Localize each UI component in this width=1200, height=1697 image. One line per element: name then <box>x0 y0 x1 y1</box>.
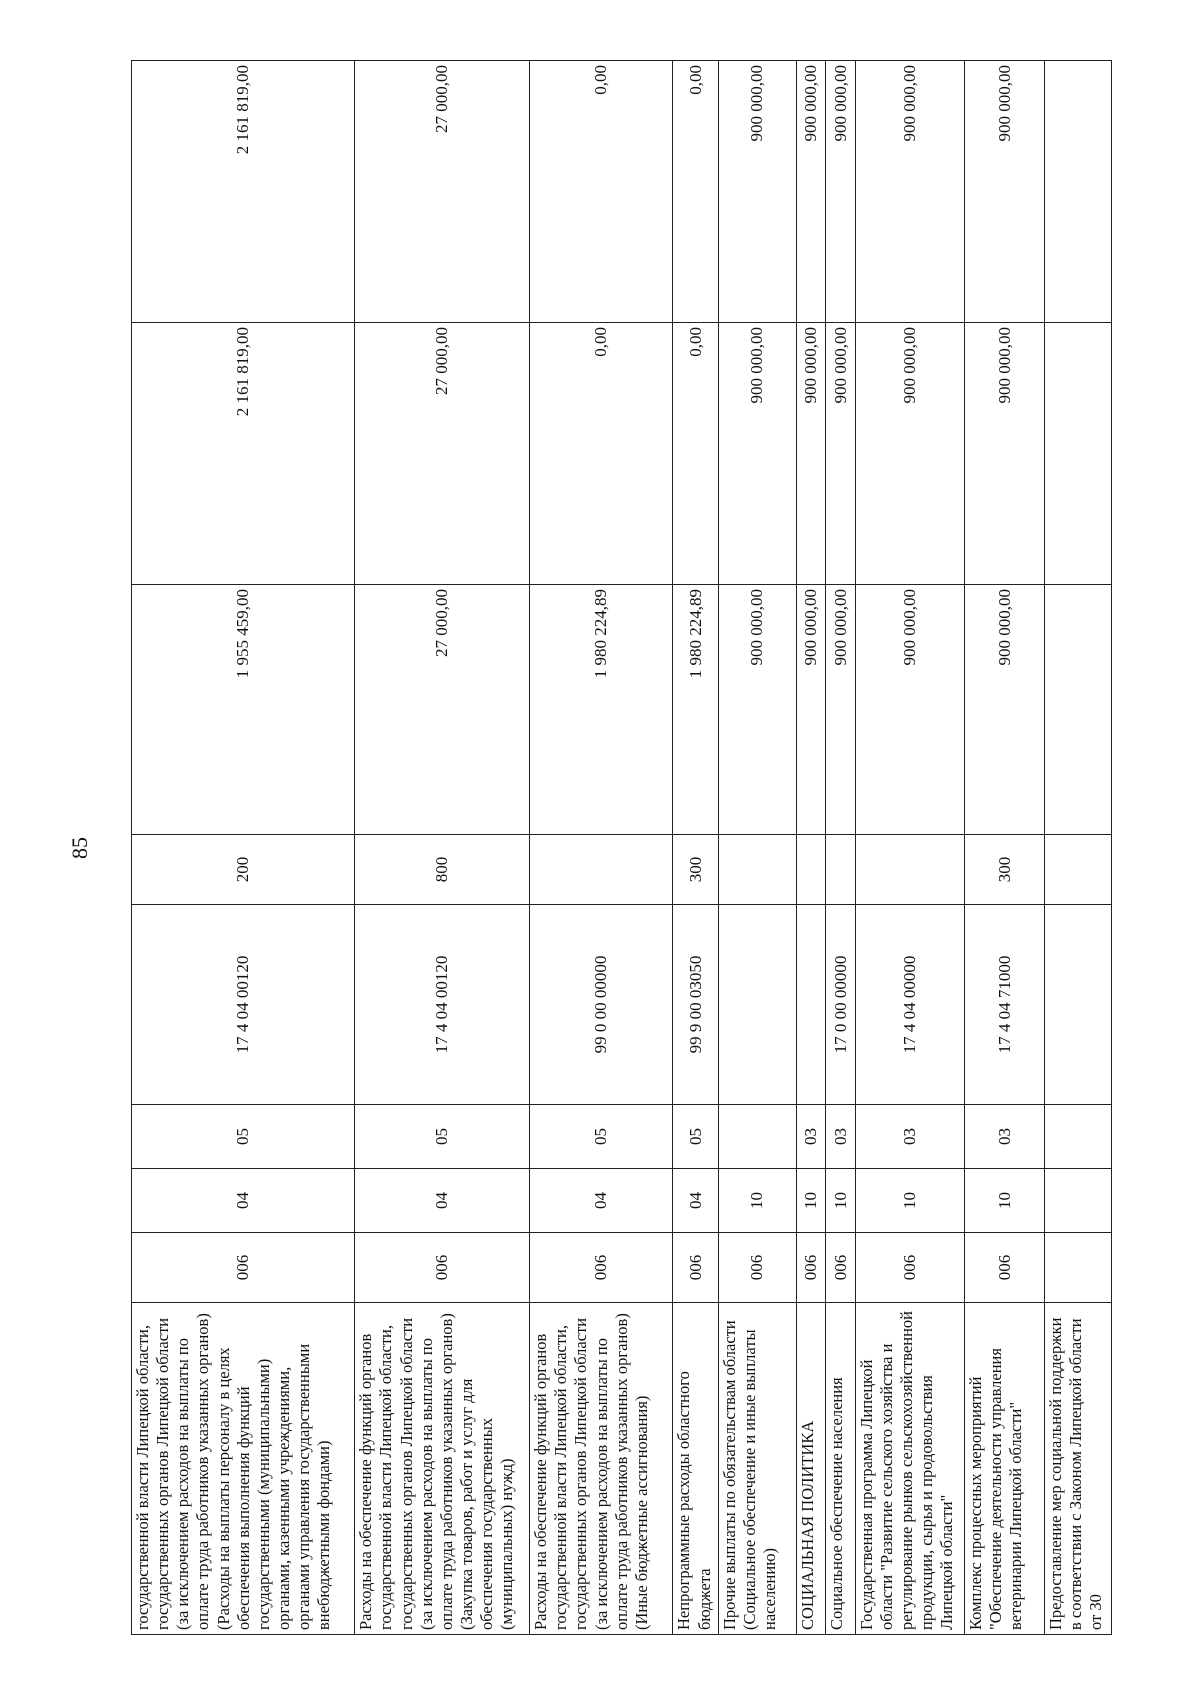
cell-target: 17 4 04 00120 <box>355 905 530 1105</box>
cell-ministry: 006 <box>826 1233 855 1303</box>
cell-sum2: 0,00 <box>530 323 673 585</box>
cell-target: 17 4 04 00120 <box>132 905 355 1105</box>
cell-name: Комплекс процессных мероприятий "Обеспечение деятельности управления ветеринарии Липецкой области" <box>965 1303 1045 1635</box>
table-row <box>1045 61 1112 1635</box>
page-number: 85 <box>67 837 92 859</box>
cell-sum2 <box>1045 323 1112 585</box>
cell-subsection: 05 <box>530 1105 673 1169</box>
cell-target <box>1045 905 1112 1105</box>
cell-name: Предоставление мер социальной поддержки в соответствии с Законом Липецкой области от 30 <box>1045 1303 1112 1635</box>
cell-subsection: 05 <box>355 1105 530 1169</box>
cell-target: 17 4 04 71000 <box>965 905 1045 1105</box>
cell-sum1: 900 000,00 <box>796 585 825 835</box>
cell-target: 99 0 00 00000 <box>530 905 673 1105</box>
table-row <box>796 61 825 1635</box>
cell-sum3: 900 000,00 <box>965 61 1045 323</box>
cell-name: Социальное обеспечение населения <box>826 1303 855 1635</box>
cell-name: СОЦИАЛЬНАЯ ПОЛИТИКА <box>796 1303 825 1635</box>
cell-subsection: 03 <box>855 1105 964 1169</box>
cell-section <box>1045 1169 1112 1233</box>
cell-sum2: 27 000,00 <box>355 323 530 585</box>
cell-section: 10 <box>855 1169 964 1233</box>
cell-type <box>530 835 673 905</box>
cell-subsection: 05 <box>673 1105 719 1169</box>
table-row <box>855 61 964 1635</box>
cell-sum1: 1 955 459,00 <box>132 585 355 835</box>
cell-sum3: 27 000,00 <box>355 61 530 323</box>
cell-sum1: 900 000,00 <box>826 585 855 835</box>
cell-sum3: 900 000,00 <box>826 61 855 323</box>
cell-target <box>719 905 797 1105</box>
cell-sum3: 900 000,00 <box>796 61 825 323</box>
cell-sum3: 0,00 <box>673 61 719 323</box>
cell-ministry: 006 <box>355 1233 530 1303</box>
cell-name: государственной власти Липецкой области, государственных органов Липецкой области (за исключением расходов на выплаты по оплате труда работников указанных органов) (Расходы на выплаты персоналу в целях обеспечения выполнения функций государственными (муниципальными) органами, казенными учреждениями, органами управления государственными внебюджетными фондами) <box>132 1303 355 1635</box>
cell-section: 04 <box>673 1169 719 1233</box>
cell-target: 99 9 00 03050 <box>673 905 719 1105</box>
cell-type <box>826 835 855 905</box>
rotated-table-container <box>131 61 1112 1635</box>
cell-section: 04 <box>355 1169 530 1233</box>
budget-table <box>131 60 1112 1635</box>
cell-sum3: 0,00 <box>530 61 673 323</box>
cell-type <box>1045 835 1112 905</box>
cell-section: 10 <box>826 1169 855 1233</box>
cell-sum2: 900 000,00 <box>796 323 825 585</box>
budget-table-frame <box>131 61 1112 1635</box>
cell-sum1: 900 000,00 <box>719 585 797 835</box>
table-row <box>355 61 530 1635</box>
cell-ministry: 006 <box>530 1233 673 1303</box>
cell-type: 200 <box>132 835 355 905</box>
table-row <box>530 61 673 1635</box>
cell-name: Прочие выплаты по обязательствам области (Социальное обеспечение и иные выплаты населению) <box>719 1303 797 1635</box>
table-row <box>826 61 855 1635</box>
cell-target <box>796 905 825 1105</box>
table-row <box>132 61 355 1635</box>
cell-ministry: 006 <box>132 1233 355 1303</box>
cell-sum2: 900 000,00 <box>826 323 855 585</box>
cell-subsection: 03 <box>796 1105 825 1169</box>
cell-name: Непрограммные расходы областного бюджета <box>673 1303 719 1635</box>
cell-type <box>796 835 825 905</box>
cell-target: 17 0 00 00000 <box>826 905 855 1105</box>
cell-type: 800 <box>355 835 530 905</box>
table-row <box>673 61 719 1635</box>
cell-ministry: 006 <box>855 1233 964 1303</box>
cell-sum1: 1 980 224,89 <box>673 585 719 835</box>
cell-sum3 <box>1045 61 1112 323</box>
cell-section: 10 <box>719 1169 797 1233</box>
cell-section: 04 <box>530 1169 673 1233</box>
cell-name: Расходы на обеспечение функций органов государственной власти Липецкой области, государственных органов Липецкой области (за исключением расходов на выплаты по оплате труда работников указанных органов) (Иные бюджетные ассигнования) <box>530 1303 673 1635</box>
cell-type: 300 <box>673 835 719 905</box>
cell-name: Государственная программа Липецкой области "Развитие сельского хозяйства и регулирование рынков сельскохозяйственной продукции, сырья и продовольствия Липецкой области" <box>855 1303 964 1635</box>
cell-sum2: 2 161 819,00 <box>132 323 355 585</box>
cell-sum1: 1 980 224,89 <box>530 585 673 835</box>
cell-ministry <box>1045 1233 1112 1303</box>
cell-ministry: 006 <box>796 1233 825 1303</box>
cell-type: 300 <box>965 835 1045 905</box>
cell-ministry: 006 <box>719 1233 797 1303</box>
table-body <box>132 61 1112 1635</box>
cell-section: 10 <box>965 1169 1045 1233</box>
cell-section: 04 <box>132 1169 355 1233</box>
cell-type <box>719 835 797 905</box>
cell-type <box>855 835 964 905</box>
cell-sum1: 900 000,00 <box>965 585 1045 835</box>
cell-ministry: 006 <box>673 1233 719 1303</box>
cell-sum3: 900 000,00 <box>719 61 797 323</box>
cell-target: 17 4 04 00000 <box>855 905 964 1105</box>
cell-section: 10 <box>796 1169 825 1233</box>
cell-sum2: 900 000,00 <box>965 323 1045 585</box>
cell-subsection <box>1045 1105 1112 1169</box>
cell-sum3: 2 161 819,00 <box>132 61 355 323</box>
cell-sum1 <box>1045 585 1112 835</box>
cell-subsection: 03 <box>965 1105 1045 1169</box>
cell-name: Расходы на обеспечение функций органов государственной власти Липецкой области, государственных органов Липецкой области (за исключением расходов на выплаты по оплате труда работников указанных органов) (Закупка товаров, работ и услуг для обеспечения государственных (муниципальных) нужд) <box>355 1303 530 1635</box>
cell-subsection: 03 <box>826 1105 855 1169</box>
cell-ministry: 006 <box>965 1233 1045 1303</box>
table-row <box>965 61 1045 1635</box>
cell-sum2: 0,00 <box>673 323 719 585</box>
cell-subsection: 05 <box>132 1105 355 1169</box>
cell-subsection <box>719 1105 797 1169</box>
cell-sum2: 900 000,00 <box>855 323 964 585</box>
cell-sum3: 900 000,00 <box>855 61 964 323</box>
cell-sum1: 27 000,00 <box>355 585 530 835</box>
cell-sum2: 900 000,00 <box>719 323 797 585</box>
cell-sum1: 900 000,00 <box>855 585 964 835</box>
table-row <box>719 61 797 1635</box>
